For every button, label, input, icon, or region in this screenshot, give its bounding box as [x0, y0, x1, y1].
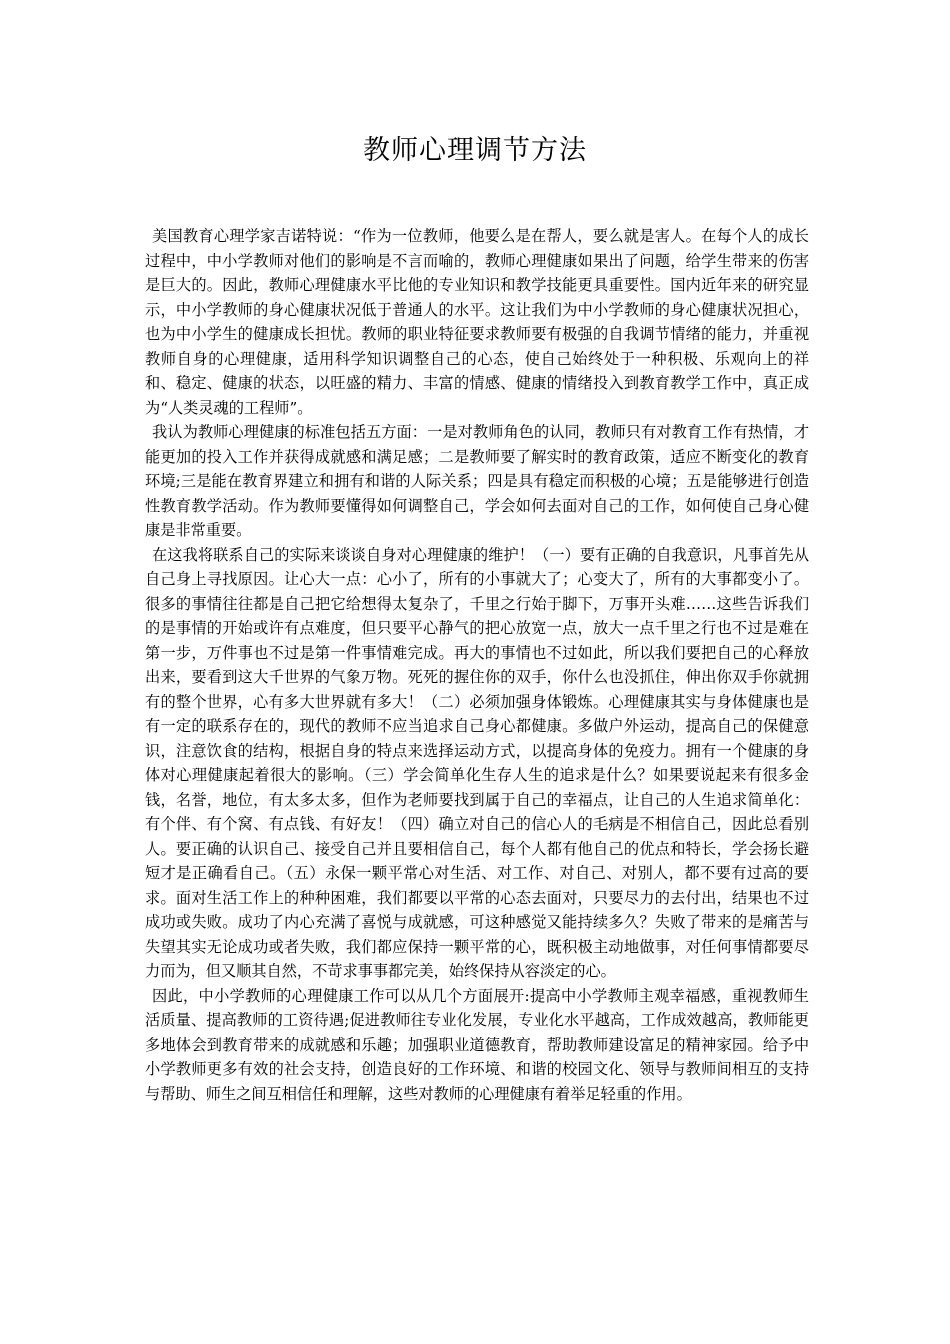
paragraph-intro: 美国教育心理学家吉诺特说：“作为一位教师，他要么是在帮人，要么就是害人。在每个人的成长过程中，中小学教师对他们的影响是不言而喻的，教师心理健康如果出了问题，给学生带来的伤害是巨大的。因此，教师心理健康水平比他的专业知识和教学技能更具重要性。国内近年来的研究显示，中小学教师的身心健康状况低于普通人的水平。这让我们为中小学教师的身心健康状况担心，也为中小学生的健康成长担忧。教师的职业特征要求教师要有极强的自我调节情绪的能力，并重视教师自身的心理健康，适用科学知识调整自己的心态，使自己始终处于一种积极、乐观向上的祥和、稳定、健康的状态，以旺盛的精力、丰富的情感、健康的情绪投入到教育教学工作中，真正成为“人类灵魂的工程师”。: [145, 227, 809, 417]
paragraph-conclusion: 因此，中小学教师的心理健康工作可以从几个方面展开:提高中小学教师主观幸福感，重视教师生活质量、提高教师的工资待遇;促进教师往专业化发展，专业化水平越高，工作成效越高，教师能更多地体会到教育带来的成就感和乐趣；加强职业道德教育，帮助教师建设富足的精神家园。给予中小学教师更多有效的社会支持，创造良好的工作环境、和谐的校园文化、领导与教师间相互的支持与帮助、师生之间互相信任和理解，这些对教师的心理健康有着举足轻重的作用。: [145, 986, 809, 1103]
paragraph-standards: 我认为教师心理健康的标准包括五方面：一是对教师角色的认同，教师只有对教育工作有热情，才能更加的投入工作并获得成就感和满足感；二是教师要了解实时的教育政策，适应不断变化的教育环境;三是能在教育界建立和拥有和谐的人际关系；四是具有稳定而积极的心境；五是能够进行创造性教育教学活动。作为教师要懂得如何调整自己，学会如何去面对自己的工作，如何使自己身心健康是非常重要。: [145, 423, 809, 539]
paragraph-methods: 在这我将联系自己的实际来谈谈自身对心理健康的维护！（一）要有正确的自我意识，凡事首先从自己身上寻找原因。让心大一点：心小了，所有的小事就大了；心变大了，所有的大事都变小了。很多的事情往往都是自己把它给想得太复杂了，千里之行始于脚下，万事开头难……这些告诉我们的是事情的开始或许有点难度，但只要平心静气的把心放宽一点，放大一点千里之行也不过是难在第一步，万件事也不过是第一件事情难完成。再大的事情也不过如此，所以我们要把自己的心释放出来，要看到这大千世界的气象万物。死死的握住你的双手，你什么也没抓住，伸出你双手你就拥有的整个世界，心有多大世界就有多大！（二）必须加强身体锻炼。心理健康其实与身体健康也是有一定的联系存在的，现代的教师不应当追求自己身心都健康。多做户外运动，提高自己的保健意识，注意饮食的结构，根据自身的特点来选择运动方式，以提高身体的免疫力。拥有一个健康的身体对心理健康起着很大的影响。（三）学会简单化生存人生的追求是什么？如果要说起来有很多金钱，名誉，地位，有太多太多，但作为老师要找到属于自己的幸福点，让自己的人生追求简单化：有个伴、有个窝、有点钱、有好友！（四）确立对自己的信心人的毛病是不相信自己，因此总看别人。要正确的认识自己、接受自己并且要相信自己，每个人都有他自己的优点和特长，学会扬长避短才是正确看自己。（五）永保一颗平常心对生活、对工作、对自己、对别人，都不要有过高的要求。面对生活工作上的种种困难，我们都要以平常的心态去面对，只要尽力的去付出，结果也不过成功或失败。成功了内心充满了喜悦与成就感，可这种感觉又能持续多久？失败了带来的是痛苦与失望其实无论成功或者失败，我们都应保持一颗平常的心，既积极主动地做事，对任何事情都要尽力而为，但又顺其自然，不苛求事事都完美，始终保持从容淡定的心。: [145, 545, 809, 980]
document-body: [145, 224, 809, 1106]
document-title: 教师心理调节方法: [363, 135, 587, 166]
